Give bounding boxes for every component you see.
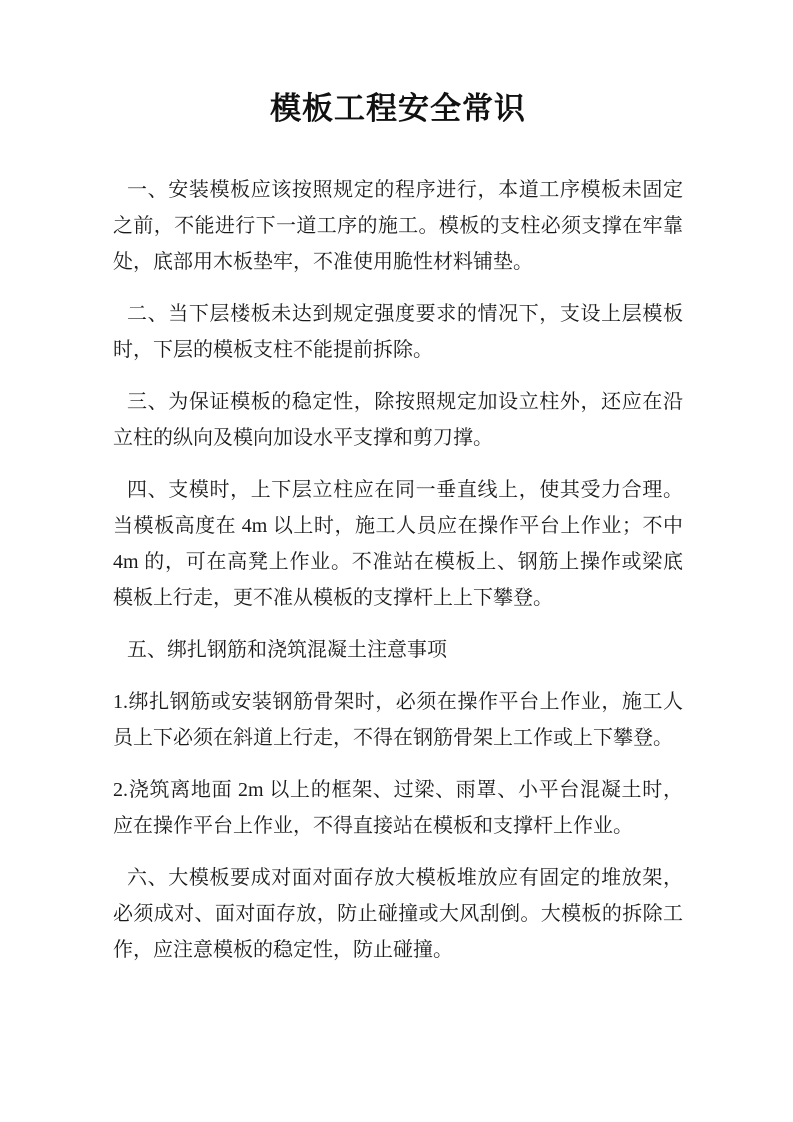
paragraph-item-5-2: 2.浇筑离地面 2m 以上的框架、过梁、雨罩、小平台混凝土时，应在操作平台上作业，不得直接站在模板和支撑杆上作业。 [113, 779, 683, 837]
paragraph-item-5: 五、绑扎钢筋和浇筑混凝土注意事项 [127, 639, 447, 661]
paragraph-item-6: 六、大模板要成对面对面存放大模板堆放应有固定的堆放架，必须成对、面对面存放，防止碰撞或大风刮倒。大模板的拆除工作，应注意模板的稳定性，防止碰撞。 [113, 867, 683, 961]
document-body [113, 172, 683, 968]
paragraph-item-3: 三、为保证模板的稳定性，除按照规定加设立柱外，还应在沿立柱的纵向及模向加设水平支撑和剪刀撑。 [113, 391, 683, 449]
paragraph-item-4: 四、支模时，上下层立柱应在同一垂直线上，使其受力合理。当模板高度在 4m 以上时，施工人员应在操作平台上作业；不中 4m 的，可在高凳上作业。不准站在模板上、钢筋上操作或梁底模板上行走，更不准从模板的支撑杆上上下攀登。 [113, 479, 683, 609]
paragraph-item-2: 二、当下层楼板未达到规定强度要求的情况下，支设上层模板时，下层的模板支柱不能提前拆除。 [113, 303, 683, 361]
paragraph-item-1: 一、安装模板应该按照规定的程序进行，本道工序模板未固定之前，不能进行下一道工序的施工。模板的支柱必须支撑在牢靠处，底部用木板垫牢，不准使用脆性材料铺垫。 [113, 179, 683, 273]
paragraph-item-5-1: 1.绑扎钢筋或安装钢筋骨架时，必须在操作平台上作业，施工人员上下必须在斜道上行走，不得在钢筋骨架上工作或上下攀登。 [113, 691, 683, 749]
document-title: 模板工程安全常识 [270, 91, 526, 126]
